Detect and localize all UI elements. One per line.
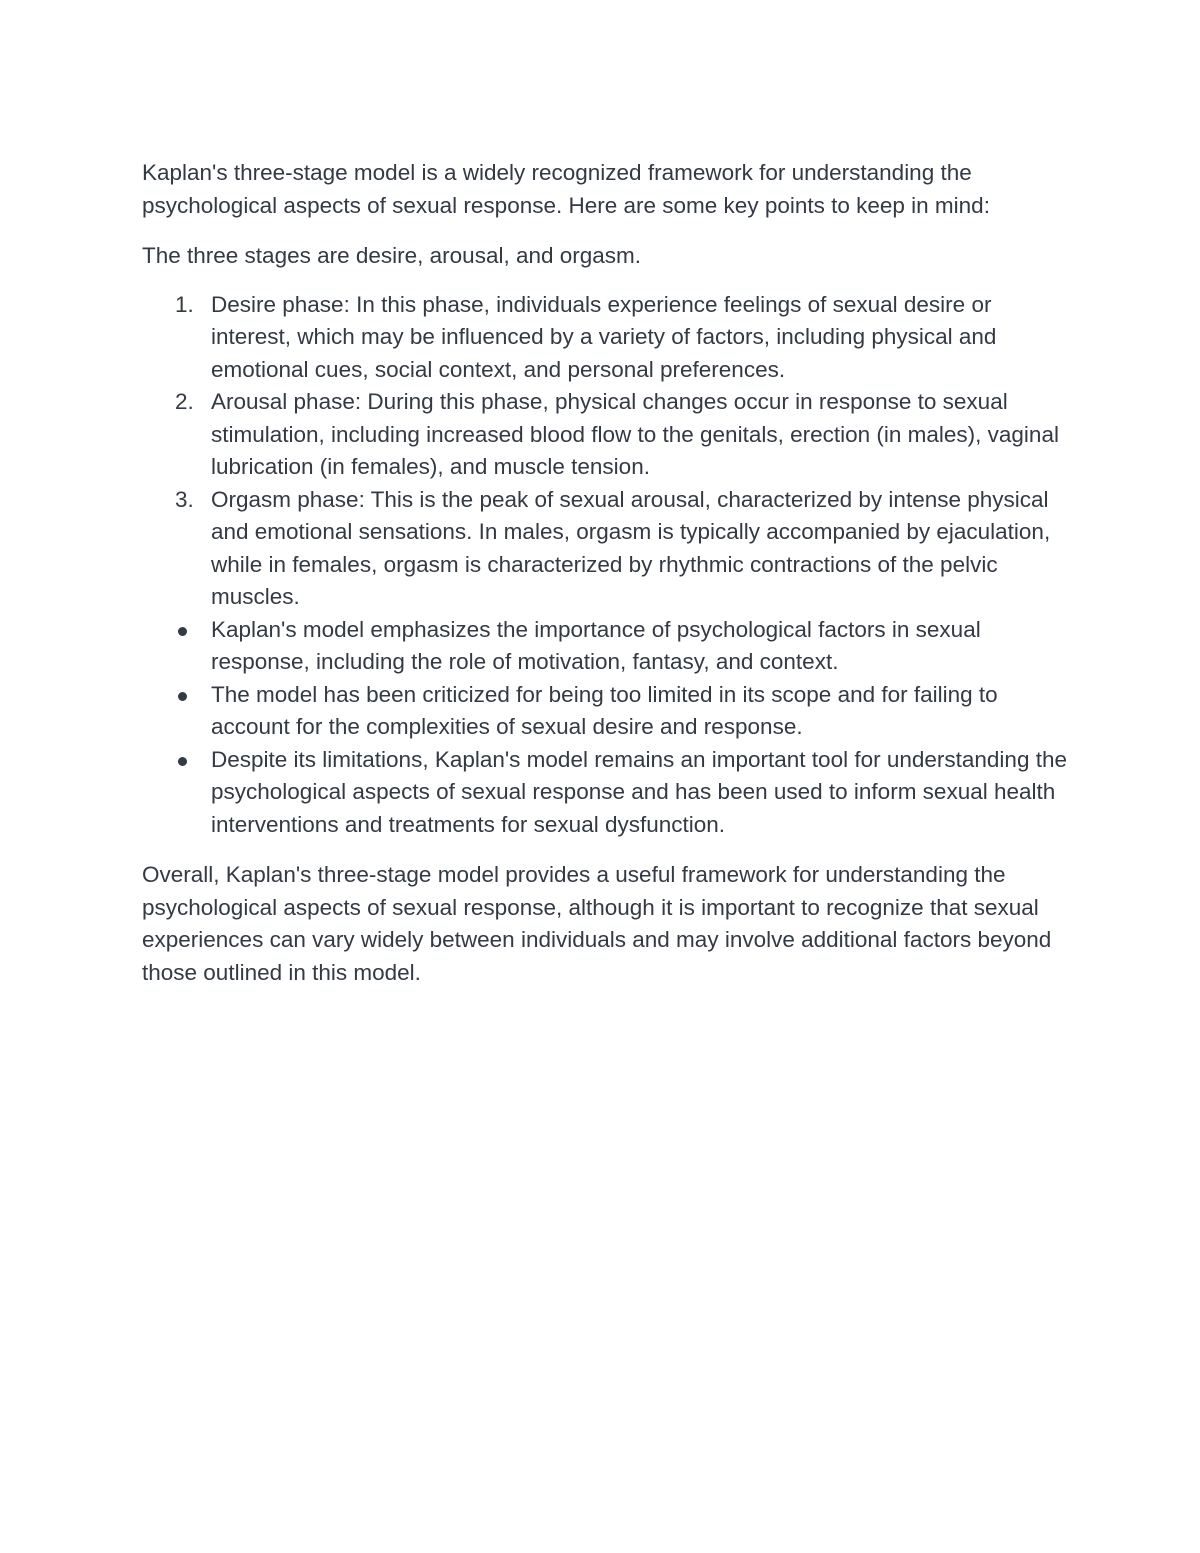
numbered-list-item [142, 289, 1072, 387]
list-item-text: The model has been criticized for being too limited in its scope and for failing to account for the complexities of sexual desire and response. [211, 681, 998, 739]
list-number: 2. [175, 389, 194, 414]
bullet-icon [178, 757, 187, 766]
bullet-list-item [142, 679, 1072, 744]
list-item-text: Kaplan's model emphasizes the importance of psychological factors in sexual response, including the role of motivation, fantasy, and context. [211, 616, 981, 674]
intro-paragraph: Kaplan's three-stage model is a widely recognized framework for understanding the psychological aspects of sexual response. Here are some key points to keep in mind: [142, 160, 990, 218]
list-item-text: Arousal phase: During this phase, physical changes occur in response to sexual stimulation, including increased blood flow to the genitals, erection (in males), vaginal lubrication (in females), and muscle tension. [211, 389, 1059, 479]
list-item-text: Desire phase: In this phase, individuals experience feelings of sexual desire or interest, which may be influenced by a variety of factors, including physical and emotional cues, social context, and personal preferences. [211, 291, 997, 382]
bullet-icon [178, 692, 187, 701]
numbered-list-item [142, 386, 1072, 484]
numbered-list [142, 289, 1072, 614]
bullet-list [142, 614, 1072, 842]
conclusion-paragraph: Overall, Kaplan's three-stage model provides a useful framework for understanding the psychological aspects of sexual response, although it is important to recognize that sexual experiences can vary widely between individuals and may involve additional factors beyond those outlined in this model. [142, 862, 1052, 985]
bullet-icon [178, 627, 187, 636]
numbered-list-item [142, 484, 1072, 614]
list-item-text: Orgasm phase: This is the peak of sexual arousal, characterized by intense physical and emotional sensations. In males, orgasm is typically accompanied by ejaculation, while in females, orgasm is characterized by rhythmic contractions of the pelvic muscles. [211, 486, 1051, 609]
bullet-list-item [142, 614, 1072, 679]
bullet-list-item [142, 744, 1072, 842]
list-item-text: Despite its limitations, Kaplan's model remains an important tool for understanding the psychological aspects of sexual response and has been used to inform sexual health interventions and treatments for sexual dysfunction. [211, 746, 1067, 837]
list-number: 3. [175, 486, 194, 512]
stages-paragraph: The three stages are desire, arousal, and orgasm. [142, 243, 642, 268]
document-body [142, 157, 1072, 989]
list-number: 1. [175, 291, 194, 317]
